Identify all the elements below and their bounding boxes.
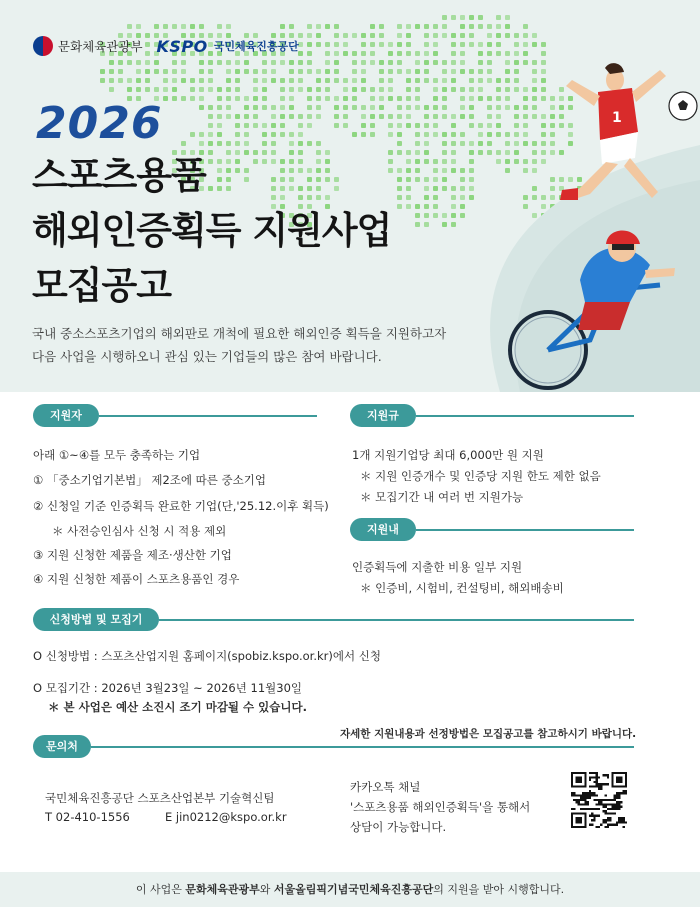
scale-note: ＊ 지원 인증개수 및 인증당 지원 한도 제한 없음 — [360, 469, 601, 483]
section-rule — [416, 415, 634, 417]
footer-text: 이 사업은 — [135, 883, 186, 896]
contact-org: 국민체육진흥공단 스포츠산업본부 기술혁신팀 — [45, 791, 275, 805]
eligibility-item: ③ 지원 신청한 제품을 제조·생산한 기업 — [33, 548, 232, 562]
title-line: 스포츠용품 — [32, 154, 206, 197]
kakao-line: 상담이 가능합니다. — [350, 820, 447, 834]
kakao-line: '스포츠용품 해외인증획득'을 통해서 — [350, 800, 531, 814]
scale-line: 1개 지원기업당 최대 6,000만 원 지원 — [352, 448, 544, 462]
footer-text: 와 — [259, 883, 274, 896]
section-label-scale: 지원규모 — [350, 404, 416, 427]
section-label-contact: 문의처 — [33, 735, 91, 758]
logo-bar — [33, 36, 299, 56]
kspo-wordmark: KSPO — [156, 36, 208, 56]
footer-org: 문화체육관광부 — [185, 883, 260, 896]
intro-text — [32, 322, 446, 368]
contact-email: E jin0212@kspo.or.kr — [165, 810, 287, 824]
sports-illustration — [460, 40, 700, 392]
kspo-logo — [157, 37, 299, 56]
content-line: 인증획득에 지출한 비용 일부 지원 — [352, 560, 523, 574]
svg-text:1: 1 — [612, 110, 622, 126]
content-note: ＊ 인증비, 시험비, 컨설팅비, 해외배송비 — [360, 581, 564, 595]
mcst-logo — [33, 36, 143, 56]
intro-line: 국내 중소스포츠기업의 해외판로 개척에 필요한 해외인증 획득을 지원하고자 — [32, 326, 447, 341]
title-line: 모집공고 — [32, 264, 171, 307]
eligibility-item: ④ 지원 신청한 제품이 스포츠용품인 경우 — [33, 572, 240, 586]
taegeuk-icon — [33, 36, 53, 56]
contact-phone: T 02-410-1556 — [45, 810, 130, 824]
intro-line: 다음 사업을 시행하오니 관심 있는 기업들의 많은 참여 바랍니다. — [32, 349, 382, 364]
section-rule — [91, 746, 634, 748]
eligibility-item: ① 「중소기업기본법」 제2조에 따른 중소기업 — [33, 473, 266, 487]
qr-code[interactable] — [571, 772, 627, 828]
eligibility-item: ② 신청일 기준 인증획득 완료한 기업(단,'25.12.이후 획득) — [33, 499, 329, 513]
section-label-apply: 신청방법 및 모집기간 — [33, 608, 159, 631]
eligibility-note: ＊ 사전승인심사 신청 시 적용 제외 — [52, 524, 227, 538]
section-rule — [159, 619, 634, 621]
page-title — [32, 148, 391, 313]
apply-period: O 모집기간 : 2026년 3월23일 ~ 2026년 11월30일 — [33, 681, 302, 695]
footer-org: 서울올림픽기념국민체육진흥공단 — [273, 883, 434, 896]
kakao-line: 카카오톡 채널 — [350, 780, 421, 794]
scale-note: ＊ 모집기간 내 여러 번 지원가능 — [360, 490, 524, 504]
title-line: 해외인증획득 지원사업 — [32, 209, 392, 252]
eligibility-lead: 아래 ①~④를 모두 충족하는 기업 — [33, 448, 201, 462]
kspo-name: 국민체육진흥공단 — [213, 40, 299, 53]
hero-banner — [0, 0, 700, 392]
section-label-content: 지원내용 — [350, 518, 416, 541]
section-rule — [416, 529, 634, 531]
apply-note: ＊ 본 사업은 예산 소진시 조기 마감될 수 있습니다. — [48, 700, 307, 714]
footer-text: 의 지원을 받아 시행합니다. — [433, 883, 565, 896]
detail-note: 자세한 지원내용과 선정방법은 모집공고를 참고하시기 바랍니다. — [340, 728, 637, 740]
section-label-eligibility: 지원자격 — [33, 404, 99, 427]
section-rule — [99, 415, 317, 417]
apply-method: O 신청방법 : 스포츠산업지원 홈페이지(spobiz.kspo.or.kr)에서 신청 — [33, 649, 381, 663]
year-heading: 2026 — [36, 98, 163, 149]
ministry-name: 문화체육관광부 — [58, 39, 143, 54]
footer-notice — [0, 872, 700, 907]
